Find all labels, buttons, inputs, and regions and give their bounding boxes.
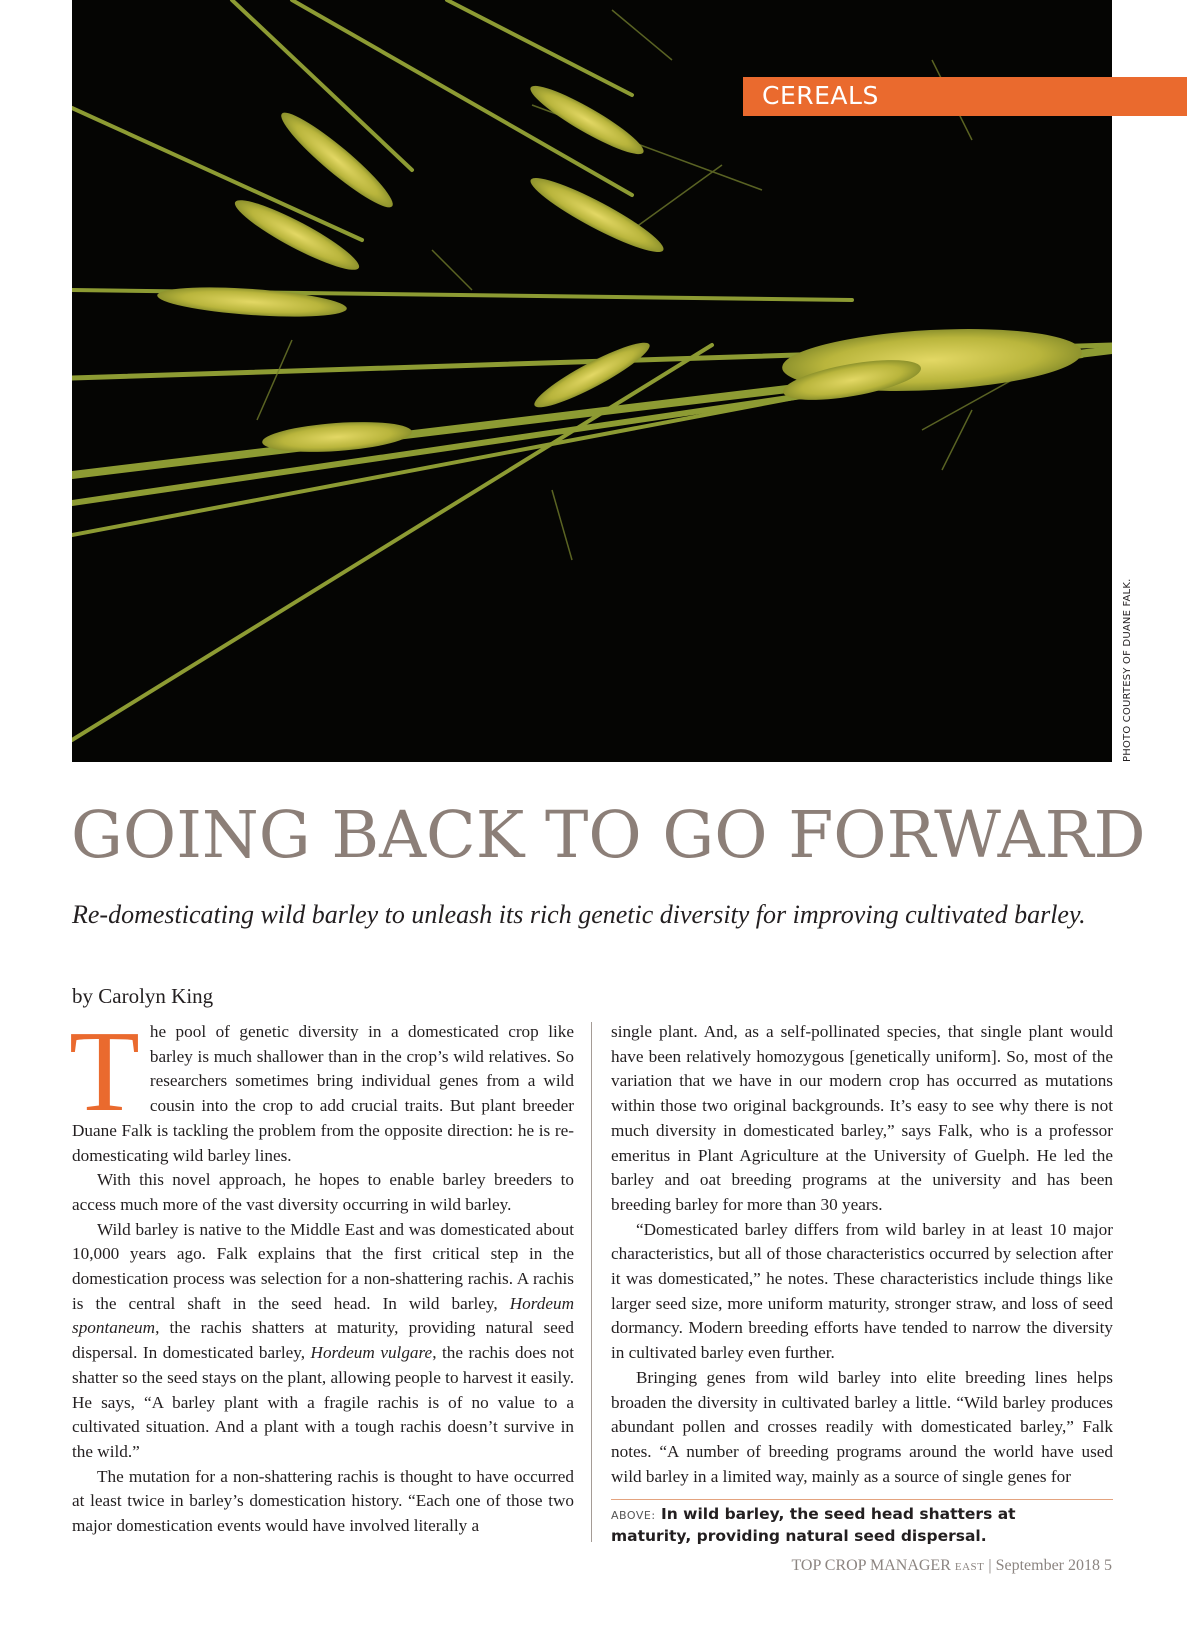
article-column-2 <box>611 1020 1113 1489</box>
paragraph-7: Bringing genes from wild barley into elite breeding lines helps broaden the diversity in cultivated barley a little. “Wild barley produces abundant pollen and crosses readily with domesticated barley,” Falk notes. “A number of breeding programs around the world have used wild barley in a limited way, mainly as a source of single genes for <box>611 1367 1113 1486</box>
paragraph-3 <box>72 1218 574 1465</box>
paragraph-3-text-c: , the rachis does not shatter so the seed stays on the plant, allowing people to harvest it easily. He says, “A barley plant with a fragile rachis is of no value to a cultivated situation. And a plant with a tough rachis doesn’t survive in the wild.” <box>72 1343 574 1461</box>
paragraph-1 <box>69 1008 574 1168</box>
byline: by Carolyn King <box>72 984 214 1008</box>
page-number: 5 <box>1104 1557 1112 1574</box>
issue-date: September 2018 <box>995 1557 1100 1574</box>
photo-credit: PHOTO COURTESY OF DUANE FALK. <box>1122 578 1133 762</box>
edition-label: EAST <box>954 1561 985 1573</box>
drop-cap: T <box>69 1008 140 1136</box>
paragraph-5: single plant. And, as a self-pollinated species, that single plant would have been relatively homozygous [genetically uniform]. So, most of the variation that we have in our modern crop has occurred as mutations within those two original backgrounds. It’s easy to see why there is not much diversity in domesticated barley,” says Falk, who is a professor emeritus in Plant Agriculture at the University of Guelph. He led the barley and oat breeding programs at the university and has been breeding barley for more than 30 years. <box>611 1022 1113 1214</box>
dek: Re-domesticating wild barley to unleash its rich genetic diversity for improving cultivated barley. <box>72 900 1086 929</box>
paragraph-3-text-a: Wild barley is native to the Middle East and was domesticated about 10,000 years ago. Falk explains that the first critical step in the domestication process was selection for a non-shattering rachis. A rachis is the central shaft in the seed head. In wild barley, <box>72 1219 574 1313</box>
caption-label: ABOVE: <box>611 1509 656 1522</box>
species-name-wild: Hordeum spontaneum <box>72 1293 574 1338</box>
headline: GOING BACK TO GO FORWARD <box>71 798 1146 873</box>
section-tag <box>743 77 1187 116</box>
magazine-name: TOP CROP MANAGER <box>791 1557 951 1574</box>
paragraph-1-text: he pool of genetic diversity in a domesticated crop like barley is much shallower than in the crop’s wild relatives. So researchers sometimes bring individual genes from a wild cousin into the crop to add crucial traits. But plant breeder Duane Falk is tackling the problem from the opposite direction: he is re-domesticating wild barley lines. <box>72 1022 574 1165</box>
column-divider <box>591 1022 592 1542</box>
folio: TOP CROP MANAGER EAST | September 2018 5 <box>791 1557 1112 1574</box>
article-column-1 <box>69 1008 574 1539</box>
species-name-domesticated: Hordeum vulgare <box>310 1343 433 1363</box>
caption-divider <box>611 1499 1113 1500</box>
section-tag-label: CEREALS <box>762 81 879 110</box>
paragraph-2: With this novel approach, he hopes to enable barley breeders to access much more of the vast diversity occurring in wild barley. <box>72 1170 574 1214</box>
paragraph-4: The mutation for a non-shattering rachis is thought to have occurred at least twice in barley’s domestication history. “Each one of those two major domestication events would have involved literally a <box>72 1466 574 1536</box>
paragraph-3-text-b: , the rachis shatters at maturity, providing natural seed dispersal. In domesticated barley, <box>72 1318 574 1363</box>
caption-text: In wild barley, the seed head shatters at maturity, providing natural seed dispersal. <box>611 1505 1016 1545</box>
photo-caption <box>611 1504 1081 1546</box>
paragraph-6: “Domesticated barley differs from wild barley in at least 10 major characteristics, but all of those characteristics occurred by selection after it was domesticated,” he notes. These characteristics include things like larger seed size, more uniform maturity, stronger straw, and loss of seed dormancy. Modern breeding efforts have tended to narrow the diversity in cultivated barley even further. <box>611 1219 1113 1363</box>
